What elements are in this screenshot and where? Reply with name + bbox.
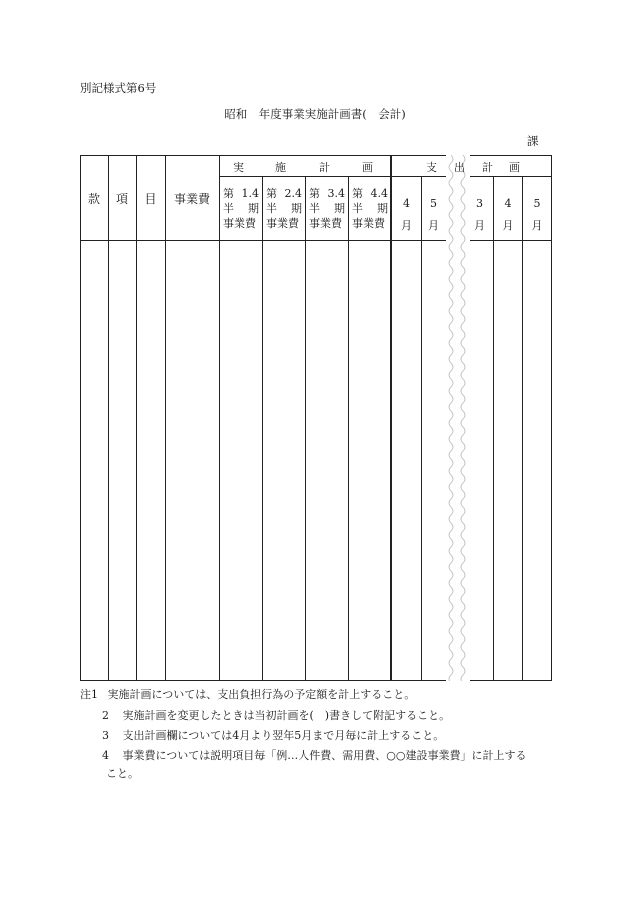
note-text: 実施計画を変更したときは当初計画を( )書きして附記すること。 — [122, 709, 451, 722]
note-mark: 2 — [102, 709, 109, 722]
expenditure-plan-header — [392, 159, 552, 173]
implementation-plan-header — [219, 159, 390, 173]
exp-label-char: 計 — [482, 161, 493, 174]
header-divider-expenditure — [392, 176, 552, 177]
note-item — [102, 729, 444, 742]
period-header-3 — [309, 186, 345, 231]
note-mark: 3 — [102, 729, 109, 742]
impl-label-char: 画 — [362, 161, 373, 174]
month-number: 5 — [430, 197, 437, 210]
impl-label-char: 施 — [275, 161, 286, 174]
department-label: 課 — [527, 134, 539, 148]
period-prefix: 第 — [352, 187, 363, 200]
period-range: 4.4 — [370, 187, 388, 200]
month-unit: 月 — [531, 219, 543, 232]
month-header-1 — [392, 193, 421, 237]
period-prefix: 第 — [266, 187, 277, 200]
period-foot: 事業費 — [352, 217, 385, 230]
period-range: 2.4 — [284, 187, 302, 200]
col-line — [421, 176, 422, 681]
table-border-right — [551, 155, 552, 681]
period-half-char: 半 — [266, 202, 277, 215]
note-item — [80, 688, 415, 701]
note-mark: 注1 — [80, 688, 98, 701]
col-line — [262, 176, 263, 681]
table-border-bottom — [80, 680, 552, 681]
period-half-char: 半 — [309, 202, 320, 215]
col-line — [108, 155, 109, 681]
note-text: 支出計画欄については4月より翌年5月まで月毎に計上すること。 — [122, 729, 445, 742]
impl-label-char: 実 — [233, 161, 244, 174]
month-number: 4 — [504, 197, 512, 210]
table-border-top — [80, 155, 552, 156]
period-header-2 — [266, 186, 302, 231]
period-foot: 事業費 — [266, 217, 299, 230]
col-line — [522, 176, 523, 681]
period-range: 1.4 — [241, 187, 259, 200]
month-unit: 月 — [474, 219, 485, 232]
header-kou: 項 — [115, 192, 128, 206]
month-header-5 — [523, 193, 551, 237]
period-prefix: 第 — [223, 187, 234, 200]
month-unit: 月 — [502, 219, 514, 232]
col-line — [493, 176, 494, 681]
period-half-char: 期 — [377, 202, 388, 215]
month-number: 5 — [533, 197, 541, 210]
document-title: 昭和 年度事業実施計画書( 会計) — [224, 107, 406, 121]
period-half-char: 半 — [352, 202, 363, 215]
header-moku: 目 — [144, 192, 157, 206]
col-line — [348, 176, 349, 681]
month-unit: 月 — [401, 219, 412, 232]
header-jigyouhi: 事業費 — [173, 192, 210, 206]
header-bottom-line — [80, 240, 552, 241]
col-line — [305, 176, 306, 681]
note-text: 事業費については説明項目毎「例…人件費、需用費、○○建設事業費」に計上する — [122, 749, 527, 762]
note-text: 実施計画については、支出負担行為の予定額を計上すること。 — [107, 688, 416, 701]
exp-label-char: 画 — [509, 161, 520, 174]
header-kan: 款 — [87, 192, 100, 206]
period-range: 3.4 — [327, 187, 345, 200]
col-line — [165, 155, 166, 681]
period-half-char: 期 — [334, 202, 345, 215]
period-header-1 — [223, 186, 259, 231]
col-line — [136, 155, 137, 681]
period-foot: 事業費 — [223, 217, 256, 230]
month-header-2 — [421, 193, 446, 237]
month-number: 3 — [476, 197, 483, 210]
note-item — [102, 709, 450, 722]
month-header-3 — [466, 193, 493, 237]
period-half-char: 半 — [223, 202, 234, 215]
month-number: 4 — [403, 197, 410, 210]
note-item — [102, 749, 526, 762]
exp-label-char: 出 — [454, 161, 465, 174]
period-header-4 — [352, 186, 388, 231]
form-number: 別記様式第6号 — [80, 81, 157, 95]
exp-label-char: 支 — [426, 161, 437, 174]
col-line — [219, 155, 220, 681]
period-half-char: 期 — [248, 202, 259, 215]
month-header-4 — [494, 193, 522, 237]
note-mark: 4 — [102, 749, 109, 762]
note-continuation: こと。 — [106, 767, 139, 780]
month-unit: 月 — [428, 219, 439, 232]
period-prefix: 第 — [309, 187, 320, 200]
impl-label-char: 計 — [319, 161, 330, 174]
table-border-left — [80, 155, 81, 681]
period-foot: 事業費 — [309, 217, 342, 230]
period-half-char: 期 — [291, 202, 302, 215]
